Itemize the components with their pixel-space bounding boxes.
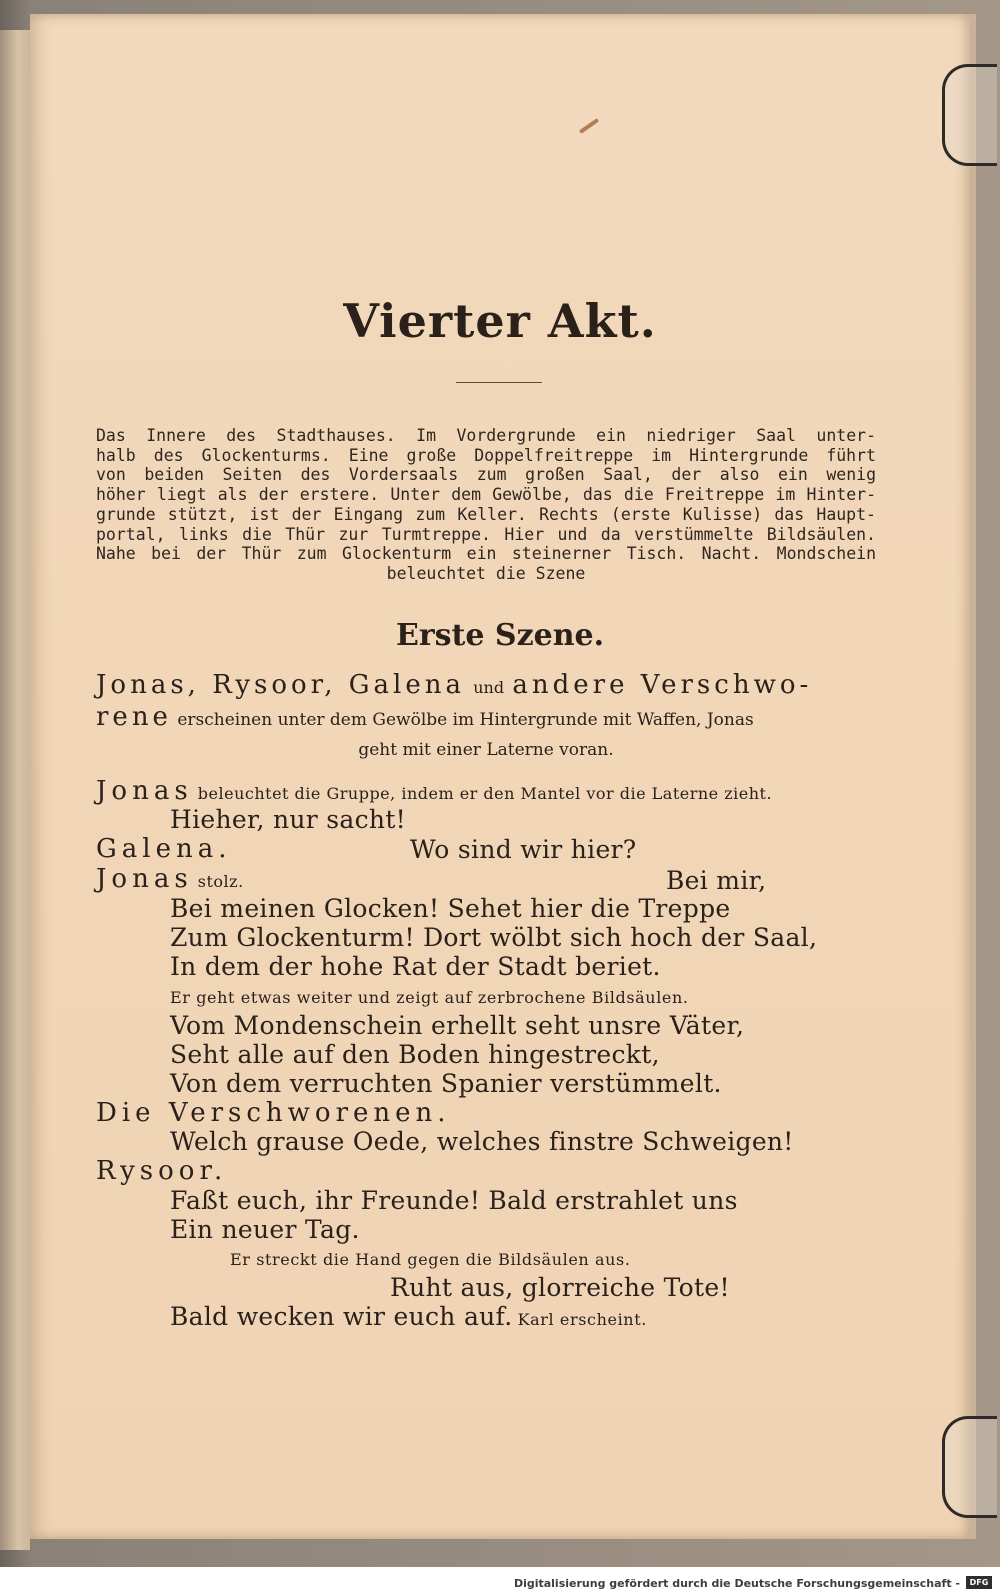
verse-line: Bei mir, <box>666 866 767 895</box>
scene-title: Erste Szene. <box>395 618 605 653</box>
speaker-name: Jonas <box>96 776 193 806</box>
cast-names: Jonas, Rysoor, Galena <box>96 670 465 700</box>
verse-line: Zum Glockenturm! Dort wölbt sich hoch der Saal, <box>170 923 818 952</box>
footer-credit: Digitalisierung gefördert durch die Deutsche Forschungsgemeinschaft - <box>513 1577 960 1590</box>
binder-clip-top <box>942 64 997 166</box>
binder-clip-bottom <box>942 1416 997 1518</box>
verse-line: Ruht aus, glorreiche Tote! <box>390 1273 730 1302</box>
verse-line: Wo sind wir hier? <box>410 835 637 864</box>
stage-direction-line: Nahe bei der Thür zum Glockenturm ein steinerner Tisch. Nacht. Mondschein <box>96 544 876 564</box>
verse-line: Faßt euch, ihr Freunde! Bald erstrahlet uns <box>170 1186 738 1215</box>
verse-line: Vom Mondenschein erhellt seht unsre Väter, <box>170 1011 745 1040</box>
left-page-edge <box>0 30 32 1550</box>
stage-direction-line: grunde stützt, ist der Eingang zum Keller. Rechts (erste Kulisse) das Haupt- <box>96 504 876 524</box>
book-page <box>30 14 976 1539</box>
speaker-name: Rysoor. <box>96 1156 228 1186</box>
stage-direction-line: beleuchtet die Szene <box>386 563 586 583</box>
stage-direction-line: Das Innere des Stadthauses. Im Vordergrunde ein niedriger Saal unter- <box>96 426 876 445</box>
stage-note: beleuchtet die Gruppe, indem er den Mantel vor die Laterne zieht. <box>197 784 773 803</box>
stage-direction-line: halb des Glockenturms. Eine große Doppelfreitreppe im Hintergrunde führt <box>96 445 876 465</box>
verse-line: Bald wecken wir euch auf. <box>170 1302 513 1331</box>
speech-heading <box>96 1156 896 1186</box>
cast-intro <box>96 670 876 760</box>
speaker-name: Die Verschworenen. <box>96 1098 451 1128</box>
title-divider <box>456 382 542 383</box>
cast-line2: erscheinen unter dem Gewölbe im Hintergrunde mit Waffen, Jonas <box>177 710 754 730</box>
speaker-name: Jonas <box>96 864 193 894</box>
cast-line3: geht mit einer Laterne voran. <box>358 740 614 760</box>
verse-line: Hieher, nur sacht! <box>170 805 407 834</box>
verse-line: Seht alle auf den Boden hingestreckt, <box>170 1040 660 1069</box>
dfg-logo: DFG <box>966 1576 992 1589</box>
cast-andere: andere Verschwo- <box>512 670 813 700</box>
stage-direction <box>96 426 876 584</box>
stage-note: Karl erscheint. <box>517 1310 647 1329</box>
verse-line: In dem der hohe Rat der Stadt beriet. <box>170 952 661 981</box>
cast-und: und <box>473 678 505 697</box>
stage-note: Er geht etwas weiter und zeigt auf zerbrochene Bildsäulen. <box>170 988 689 1007</box>
act-title: Vierter Akt. <box>343 294 657 348</box>
stage-direction-line: höher liegt als der erstere. Unter dem Gewölbe, das die Freitreppe im Hinter- <box>96 485 876 505</box>
speech-heading <box>96 776 896 806</box>
verse-line-with-note <box>170 1302 970 1331</box>
verse-line: Bei meinen Glocken! Sehet hier die Treppe <box>170 894 731 923</box>
stage-direction-line: portal, links die Thür zur Turmtreppe. Hier und da verstümmelte Bildsäulen. <box>96 524 876 544</box>
cast-rene: rene <box>96 702 172 732</box>
verse-line: Von dem verruchten Spanier verstümmelt. <box>170 1069 722 1098</box>
stage-note: Er streckt die Hand gegen die Bildsäulen aus. <box>230 1250 631 1269</box>
stage-direction-line: von beiden Seiten des Vordersaals zum großen Saal, der also ein wenig <box>96 465 876 485</box>
speech-heading <box>96 1098 896 1128</box>
stage-note: stolz. <box>197 872 244 891</box>
pencil-mark <box>579 118 599 134</box>
verse-line: Ein neuer Tag. <box>170 1215 360 1244</box>
verse-line: Welch grause Oede, welches finstre Schweigen! <box>170 1127 794 1156</box>
speaker-name: Galena. <box>96 834 232 864</box>
